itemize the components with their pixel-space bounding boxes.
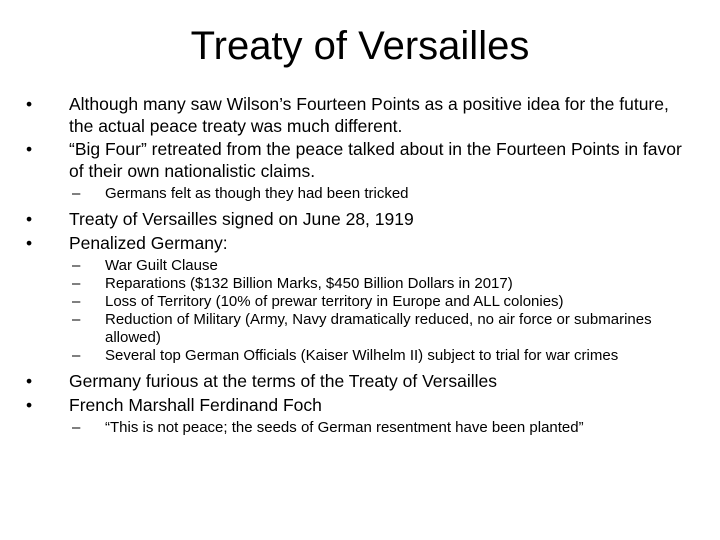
sub-bullet-item bbox=[69, 185, 686, 203]
sub-bullet-marker: – bbox=[72, 311, 81, 328]
slide-body bbox=[26, 94, 686, 437]
sub-bullet-marker: – bbox=[72, 257, 81, 274]
bullet-text: Penalized Germany: bbox=[69, 232, 228, 253]
sub-bullet-item bbox=[69, 293, 686, 311]
bullet-marker: • bbox=[26, 232, 33, 253]
bullet-marker: • bbox=[26, 371, 33, 391]
bullet-text: Germany furious at the terms of the Treaty of Versailles bbox=[69, 371, 497, 391]
sub-bullet-marker: – bbox=[72, 275, 81, 292]
slide-title: Treaty of Versailles bbox=[190, 24, 530, 68]
sub-bullet-marker: – bbox=[72, 419, 81, 436]
sub-bullet-text: Several top German Officials (Kaiser Wilhelm II) subject to trial for war crimes bbox=[105, 347, 619, 364]
sub-bullet-item bbox=[69, 419, 686, 437]
bullet-marker: • bbox=[26, 394, 33, 415]
sub-bullet-item bbox=[69, 257, 686, 275]
bullet-text: Although many saw Wilson’s Fourteen Points as a positive idea for the future, the actual peace treaty was much different. bbox=[69, 94, 669, 136]
sub-bullet-item bbox=[69, 347, 686, 365]
bullet-item bbox=[26, 209, 686, 231]
bullet-text: Treaty of Versailles signed on June 28, 1919 bbox=[69, 209, 414, 229]
bullet-item bbox=[26, 94, 686, 137]
sub-bullet-list bbox=[69, 185, 686, 203]
bullet-item bbox=[26, 371, 686, 393]
bullet-item bbox=[26, 395, 686, 417]
sub-bullet-list bbox=[69, 257, 686, 365]
bullet-marker: • bbox=[26, 139, 33, 159]
sub-bullet-list bbox=[69, 419, 686, 437]
sub-bullet-item bbox=[69, 275, 686, 293]
sub-bullet-text: “This is not peace; the seeds of German resentment have been planted” bbox=[105, 419, 584, 436]
sub-bullet-text: Germans felt as though they had been tricked bbox=[105, 185, 409, 202]
sub-bullet-item bbox=[69, 311, 686, 347]
sub-bullet-text: Reduction of Military (Army, Navy dramatically reduced, no air force or submarines allowed) bbox=[105, 311, 652, 346]
bullet-text: “Big Four” retreated from the peace talked about in the Fourteen Points in favor of their own nationalistic claims. bbox=[69, 139, 682, 181]
sub-bullet-marker: – bbox=[72, 185, 81, 202]
sub-bullet-marker: – bbox=[72, 293, 81, 310]
bullet-text: French Marshall Ferdinand Foch bbox=[69, 394, 322, 415]
sub-bullet-text: Loss of Territory (10% of prewar territory in Europe and ALL colonies) bbox=[105, 293, 564, 310]
bullet-item bbox=[26, 233, 686, 255]
bullet-item bbox=[26, 139, 686, 182]
bullet-marker: • bbox=[26, 94, 33, 114]
sub-bullet-text: Reparations ($132 Billion Marks, $450 Billion Dollars in 2017) bbox=[105, 275, 513, 292]
bullet-marker: • bbox=[26, 209, 33, 229]
sub-bullet-marker: – bbox=[72, 347, 81, 364]
sub-bullet-text: War Guilt Clause bbox=[105, 257, 218, 274]
